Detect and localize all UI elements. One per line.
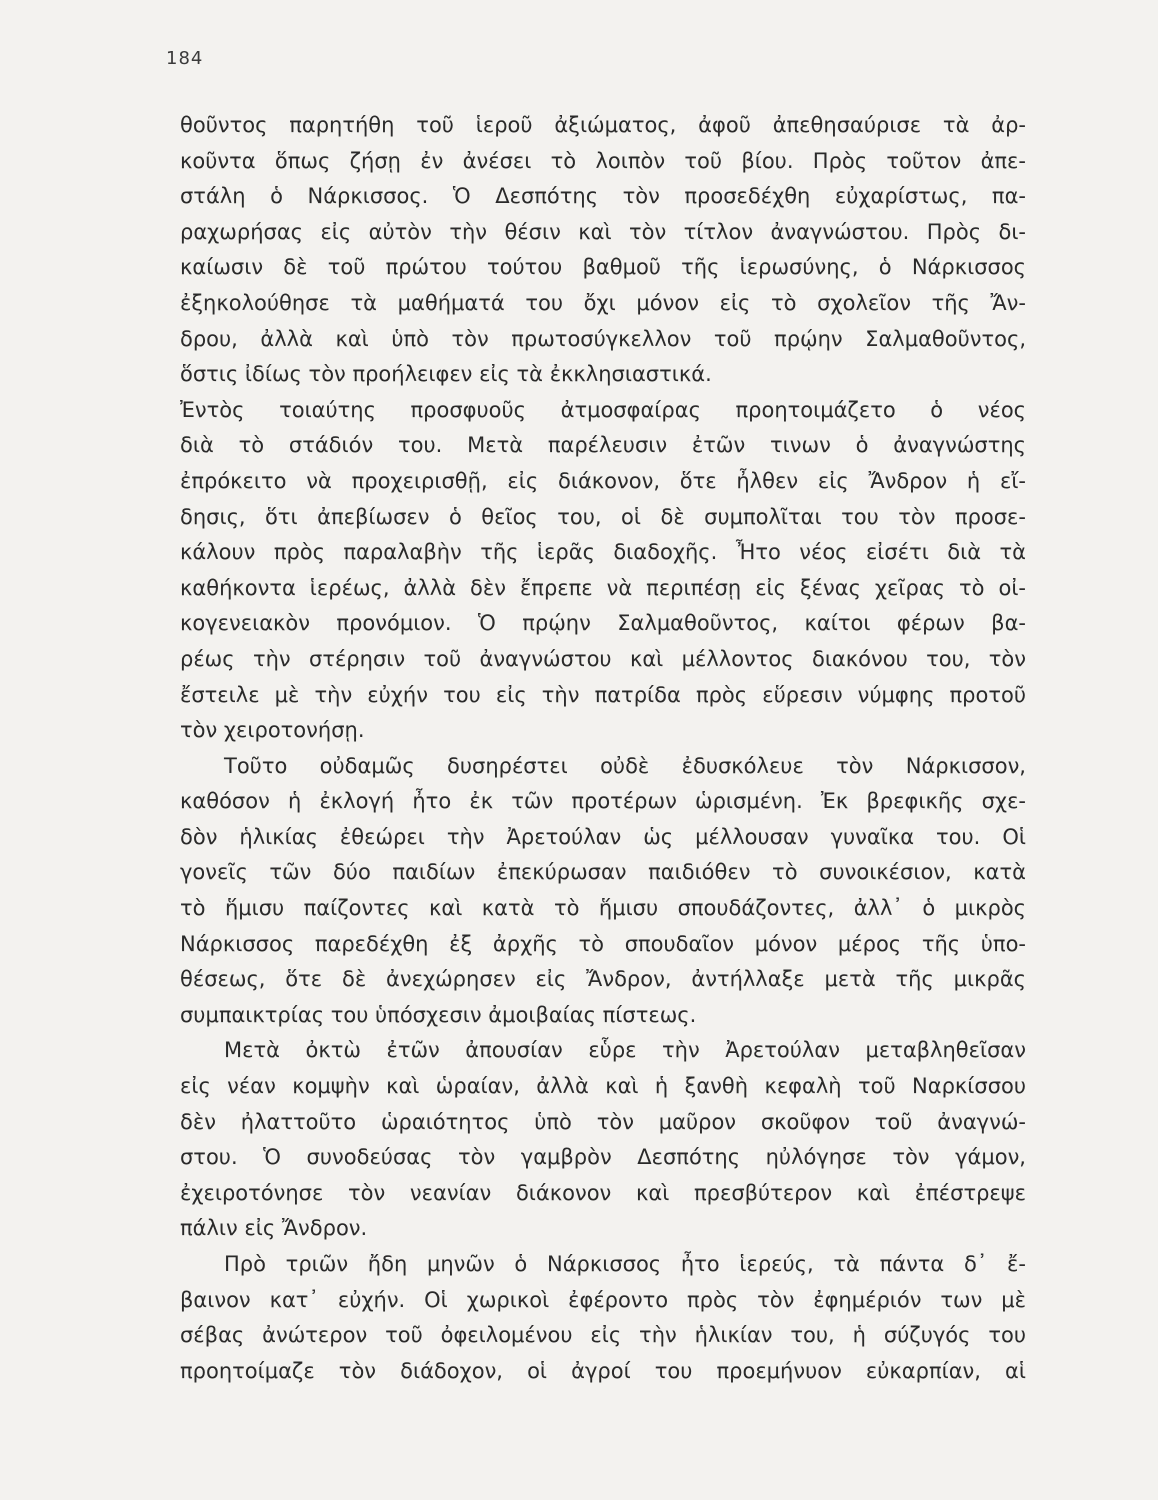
text-line: καθόσον ἡ ἐκλογή ἦτο ἐκ τῶν προτέρων ὡρισμένη. Ἐκ βρεφικῆς σχε- bbox=[180, 789, 1026, 814]
text-line: θοῦντος παρητήθη τοῦ ἱεροῦ ἀξιώματος, ἀφοῦ ἀπεθησαύρισε τὰ ἀρ- bbox=[180, 113, 1026, 137]
text-line: δὲν ἠλαττοῦτο ὡραιότητος ὑπὸ τὸν μαῦρον σκοῦφον τοῦ ἀναγνώ- bbox=[180, 1109, 1026, 1134]
text-line: Ἐντὸς τοιαύτης προσφυοῦς ἀτμοσφαίρας προητοιμάζετο ὁ νέος bbox=[180, 397, 1026, 422]
text-line: κογενειακὸν προνόμιον. Ὁ πρῴην Σαλμαθοῦντος, καίτοι φέρων βα- bbox=[180, 611, 1026, 636]
text-line: πάλιν εἰς Ἄνδρον. bbox=[180, 1216, 368, 1241]
text-line: Νάρκισσος παρεδέχθη ἐξ ἀρχῆς τὸ σπουδαῖον μόνον μέρος τῆς ὑπο- bbox=[180, 931, 1026, 956]
text-line: ραχωρήσας εἰς αὐτὸν τὴν θέσιν καὶ τὸν τίτλον ἀναγνώστου. Πρὸς δι- bbox=[180, 219, 1026, 244]
text-line: δησις, ὅτι ἀπεβίωσεν ὁ θεῖος του, οἱ δὲ συμπολῖται του τὸν προσε- bbox=[180, 504, 1026, 529]
text-line: ρέως τὴν στέρησιν τοῦ ἀναγνώστου καὶ μέλλοντος διακόνου του, τὸν bbox=[180, 646, 1026, 671]
text-line: στάλη ὁ Νάρκισσος. Ὁ Δεσπότης τὸν προσεδέχθη εὐχαρίστως, πα- bbox=[180, 184, 1026, 209]
text-line: τὸ ἥμισυ παίζοντες καὶ κατὰ τὸ ἥμισυ σπουδάζοντες, ἀλλ᾽ ὁ μικρὸς bbox=[180, 896, 1026, 921]
text-line: δρου, ἀλλὰ καὶ ὑπὸ τὸν πρωτοσύγκελλον τοῦ πρῴην Σαλμαθοῦντος, bbox=[180, 326, 1026, 351]
text-line: ἐξηκολούθησε τὰ μαθήματά του ὄχι μόνον εἰς τὸ σχολεῖον τῆς Ἄν- bbox=[180, 290, 1026, 315]
text-line: ἐπρόκειτο νὰ προχειρισθῇ, εἰς διάκονον, ὅτε ἦλθεν εἰς Ἄνδρον ἡ εἴ- bbox=[180, 468, 1026, 493]
text-line: κοῦντα ὅπως ζήσῃ ἐν ἀνέσει τὸ λοιπὸν τοῦ βίου. Πρὸς τοῦτον ἀπε- bbox=[180, 148, 1026, 173]
text-line: εἰς νέαν κομψὴν καὶ ὡραίαν, ἀλλὰ καὶ ἡ ξανθὴ κεφαλὴ τοῦ Ναρκίσσου bbox=[180, 1074, 1026, 1099]
text-line: ἔστειλε μὲ τὴν εὐχήν του εἰς τὴν πατρίδα πρὸς εὕρεσιν νύμφης προτοῦ bbox=[180, 682, 1026, 707]
text-line: στου. Ὁ συνοδεύσας τὸν γαμβρὸν Δεσπότης ηὐλόγησε τὸν γάμον, bbox=[180, 1145, 1026, 1170]
text-line: Τοῦτο οὐδαμῶς δυσηρέστει οὐδὲ ἐδυσκόλευε τὸν Νάρκισσον, bbox=[224, 753, 1026, 778]
text-line: τὸν χειροτονήσῃ. bbox=[180, 718, 365, 743]
text-line: ἐχειροτόνησε τὸν νεανίαν διάκονον καὶ πρεσβύτερον καὶ ἐπέστρεψε bbox=[180, 1180, 1026, 1205]
text-line: γονεῖς τῶν δύο παιδίων ἐπεκύρωσαν παιδιόθεν τὸ συνοικέσιον, κατὰ bbox=[180, 860, 1026, 885]
text-line: ὅστις ἰδίως τὸν προήλειφεν εἰς τὰ ἐκκλησιαστικά. bbox=[180, 362, 712, 387]
text-line: θέσεως, ὅτε δὲ ἀνεχώρησεν εἰς Ἄνδρον, ἀντήλλαξε μετὰ τῆς μικρᾶς bbox=[180, 967, 1026, 992]
text-line: συμπαικτρίας του ὑπόσχεσιν ἀμοιβαίας πίστεως. bbox=[180, 1002, 697, 1027]
text-line: προητοίμαζε τὸν διάδοχον, οἱ ἀγροί του προεμήνυον εὐκαρπίαν, αἱ bbox=[180, 1358, 1026, 1383]
text-line: καίωσιν δὲ τοῦ πρώτου τούτου βαθμοῦ τῆς ἱερωσύνης, ὁ Νάρκισσος bbox=[180, 255, 1026, 280]
body-text bbox=[180, 108, 1026, 1389]
text-line: Πρὸ τριῶν ἤδη μηνῶν ὁ Νάρκισσος ἦτο ἱερεύς, τὰ πάντα δ᾽ ἔ- bbox=[224, 1252, 1026, 1276]
text-line: δὸν ἡλικίας ἐθεώρει τὴν Ἀρετούλαν ὡς μέλλουσαν γυναῖκα του. Οἱ bbox=[180, 824, 1026, 849]
text-line: σέβας ἀνώτερον τοῦ ὀφειλομένου εἰς τὴν ἡλικίαν του, ἡ σύζυγός του bbox=[180, 1323, 1026, 1348]
page-number: 184 bbox=[166, 48, 204, 69]
text-line: Μετὰ ὀκτὼ ἐτῶν ἀπουσίαν εὗρε τὴν Ἀρετούλαν μεταβληθεῖσαν bbox=[224, 1038, 1026, 1063]
text-line: κάλουν πρὸς παραλαβὴν τῆς ἱερᾶς διαδοχῆς. Ἦτο νέος εἰσέτι διὰ τὰ bbox=[180, 540, 1026, 565]
text-line: βαινον κατ᾽ εὐχήν. Οἱ χωρικοὶ ἐφέροντο πρὸς τὸν ἐφημέριόν των μὲ bbox=[180, 1287, 1026, 1312]
text-line: διὰ τὸ στάδιόν του. Μετὰ παρέλευσιν ἐτῶν τινων ὁ ἀναγνώστης bbox=[180, 433, 1026, 458]
text-line: καθήκοντα ἱερέως, ἀλλὰ δὲν ἔπρεπε νὰ περιπέσῃ εἰς ξένας χεῖρας τὸ οἰ- bbox=[180, 575, 1026, 600]
